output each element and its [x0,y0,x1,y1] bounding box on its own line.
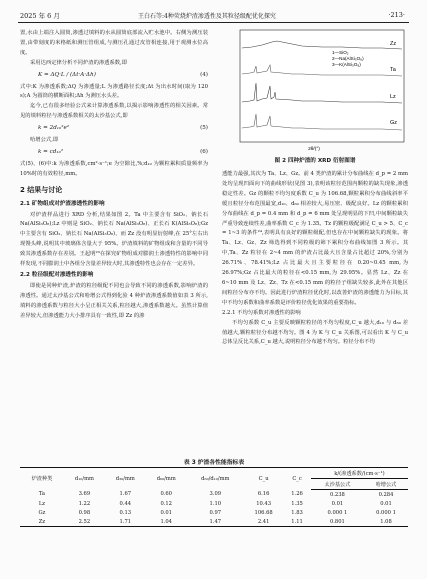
table-cell: 3.69 [78,491,91,498]
column-header: k/(渗透系数/(cm·s⁻¹) [311,468,408,479]
table-row [20,490,408,500]
equation-6: k = cd₁₀² (6) [38,148,208,158]
table-cell: 1.26 [291,491,303,498]
subsubsection-heading: 2.2.1 不均匀系数对渗透性的影响 [222,309,301,316]
table-row [20,499,408,508]
paragraph: 哈增公式,即 [30,137,59,144]
table-row [20,508,408,517]
table-cell: 0.01 [160,509,172,516]
paragraph: 迄今,已有很多经验公式来计算渗透系数,以揭示影响渗透性的相关因素。常见的填料粒径与渗透系数相关的太沙基公式,即 [20,103,208,120]
subsection-heading: 2.1 矿物组成对炉渣渗透性的影响 [20,200,105,207]
table-cell: 1.71 [105,517,146,527]
paragraph: 式(5)、(6)中:k 为渗透系数,cm²·s⁻¹;e 为空隙比,%;d₁₀ 为颗粒累积质量频率为 10%时的有效粒径,mm。 [20,160,208,177]
paragraph: 透能力最强,其次为 Ta、Lz、Gz。前 4 类炉渣的累计分布曲线在 d_p = 2 mm 处均呈现凹面向下的曲线形状(见图 3),表明该粒径范围内颗粒的缺失现象,渗透稳定性差。Gz 的颗粒不均匀度系数 C_u 为 106.68,颗粒累积分布曲线斜率平缓且粒径分布范围最宽,d₁₀、d₆₀ 相差较大,易压密、级配良好。Lz 的颗粒累积分布曲线在 d_p = 0.4 mm 和 d_p = 6 mm 处呈现明显的下凹,中间颗粒缺失严重导致连续性差,曲率系数 C_c 为 1.35。Tz 的颗粒级配满足 C_u > 5、C_c = 1~3 的条件²⁴,表明具有良好的颗粒级配,但也存在中间颗粒缺失的现象。将 Ta、Lz、Gz、Zz 筛选得到不同粒级的筛下累积分布曲线如图 3 所示。其中,Ta、Zz 粒径在 2~4 mm 的炉渣占比最大且含量占比超过 20%,分别为 26.71%、78.41%;Lz 占比最大且主要粒径在 0.20~0.45 mm,为 26.97%;Gz 占比最大的粒径在<0.15 mm,为 29.95%。显然 Lz、Zz 在 6~10 mm 及 Lz、Zz、Tz 在<0.15 mm 的粒径子组缺失较多,此外在其他区间粒径分布亦不均。因此进行炉渣粒径优化时,以改善炉渣的渗透能力为目标,其中不均匀系数和曲率系数是评价粒径优化效果的重要指标。 [222,171,408,306]
issue-date: 2025 年 6 月 [20,12,60,20]
table-cell: 3.09 [209,491,222,498]
equation-number: (5) [200,125,208,132]
column-header: C_u [244,468,283,490]
table-cell: 0.97 [209,509,222,516]
properties-table [20,467,408,527]
table-cell: 0.01 [331,500,344,507]
table-cell: 0.000 1 [327,509,348,516]
paragraph: 对炉渣样品进行 XRD 分析,结果如图 2。Ta 中主要含有 SiO₂、钠长石 Na(AlSi₃O₈);Lz 中则是 SiO₂、钠长石 Na(AlSi₃O₈)、正长石 K(AlSi₃O₈);Gz 中主要含有 SiO₂、钠长石 Na(AlSi₃O₈)、而 Zz 没有明显衍射峰,在 25°左右出现馒头峰,说明其中玻璃体含量大于 95%。炉渣填料的矿物组成和含量的不同导致其渗透系数存在差别。王起明²³在探究矿物组成对膨润土渗透特性的影响中同样发现,不同膨润土中各组分含量差异较大时,其渗透特性也会存在一定差异。 [20,211,208,268]
equation-4: K = ΔQ·L / (Δt·A·Δh) (4) [38,71,208,81]
table-cell: 0.238 [329,491,345,498]
row-label: Zz [20,517,64,527]
column-header: d₆₀/mm [146,468,187,490]
row-label: Gz [38,509,46,516]
table-cell: 1.67 [119,491,132,498]
left-column [20,29,208,321]
series-label-lz: Lz [390,94,396,100]
table-cell: 10.43 [256,500,272,507]
table-cell: 0.13 [119,509,132,516]
table-row [20,517,408,527]
table-caption: 表 3 炉渣各性能指标表 [183,460,245,466]
row-label: Ta [38,491,46,498]
paragraph: 采用达西定律分析不同炉渣的渗透系数,即 [30,59,128,66]
subsection-heading: 2.2 粒径级配对渗透性的影响 [20,271,94,278]
column-subheader: 太沙基公式 [311,479,364,490]
series-label-zz: Zz [390,41,397,47]
table-cell: 2.52 [64,517,105,527]
table-cell: 0.801 [311,517,364,527]
legend-entry: 2—Na(AlSi₃O₈) [332,56,364,61]
table-cell: 1.04 [146,517,187,527]
table-cell: 0.12 [160,500,172,507]
section-heading: 2 结果与讨论 [20,185,63,194]
table-cell: 0.60 [160,491,172,498]
figure-caption: 图 2 四种炉渣的 XRD 衍射图谱 [274,158,356,164]
running-title: 王白石等:4种荧烧炉渣渗透性及其粒径级配优化探究 [138,13,276,20]
table-cell: 0.01 [380,500,392,507]
paragraph: 不均匀系数 C_u 主要反映颗粒粒径的不均匀程度,C_u 越大,d₁₀ 与 d₆₀ 差值越大,颗粒粒径分布越不均匀。图 4 为 K 与 C_u 关系图,可以看出 K 与 C_u 总体呈反比关系,C_u 越大,说明粒径分布越不均匀。粒径分布不均 [222,319,408,346]
column-header: 炉渣种类 [20,468,64,490]
table-cell: 0.284 [378,491,394,498]
paragraph: 即使是同种炉渣,炉渣的粒径级配不同也会导致不同的渗透系数,影响炉渣的渗透性。通过太沙基公式和哈增公式得到化验 4 种炉渣渗透系数值如表 3 所示,填料的渗透系数与粒径大小呈正相关关系,粒径越大,渗透系数越大。虽然计算值差异较大,但渗透能力大小排序具有一致性,即 Zz 的渗 [20,282,208,319]
table-cell: 6.16 [257,491,270,498]
column-header: d₃₀/mm [105,468,146,490]
table-cell: 1.35 [291,500,303,507]
series-label-ta: Ta [390,67,396,73]
xrd-figure [222,28,408,153]
table-cell: 1.47 [187,517,244,527]
table-cell: 1.10 [209,500,222,507]
paragraph: 置,水由上端注入圆筒,渗透过填料的水从圆筒底部流入贮水池中。右侧为测压装置,由带刻度的米格纸和测压管组成,与测压孔通过皮管相连接,用于观测水位高度。 [20,30,208,56]
legend-entry: 1—SiO₂ [332,50,349,55]
table-cell: 2.41 [244,517,283,527]
column-subheader: 哈增公式 [364,479,408,490]
page-number: ·213· [388,11,405,19]
column-header: C_c [283,468,311,490]
equation-number: (4) [200,71,208,78]
table-cell: 106.68 [254,509,273,516]
series-label-gz: Gz [390,120,398,126]
column-header: d₁₀/mm [64,468,105,490]
table-cell: 1.08 [364,517,408,527]
row-label: Lz [38,500,46,507]
paragraph: 式中:K 为渗透系数;ΔQ 为渗透量;L 为渗透路径长度;Δt 为出水时间(取为 120 s);A 为圆筒的横断面积;Δh 为测压水头差。 [20,83,208,100]
table-cell: 0.44 [119,500,132,507]
equation-number: (6) [200,148,208,155]
table-cell: 1.11 [283,517,311,527]
table-cell: 0.98 [78,509,91,516]
table-cell: 1.22 [78,500,91,507]
equation-5: k = 2d₁₀²e² (5) [38,124,208,134]
table-cell: 1.83 [291,509,303,516]
header-rule [18,22,409,23]
legend-entry: 3—K(AlSi₃O₈) [332,62,361,67]
column-header: d₆₀/d₁₀/mm [187,468,244,490]
table-cell: 0.000 1 [376,509,396,516]
x-axis-label: 2θ/(°) [308,147,320,152]
right-column [222,170,408,348]
